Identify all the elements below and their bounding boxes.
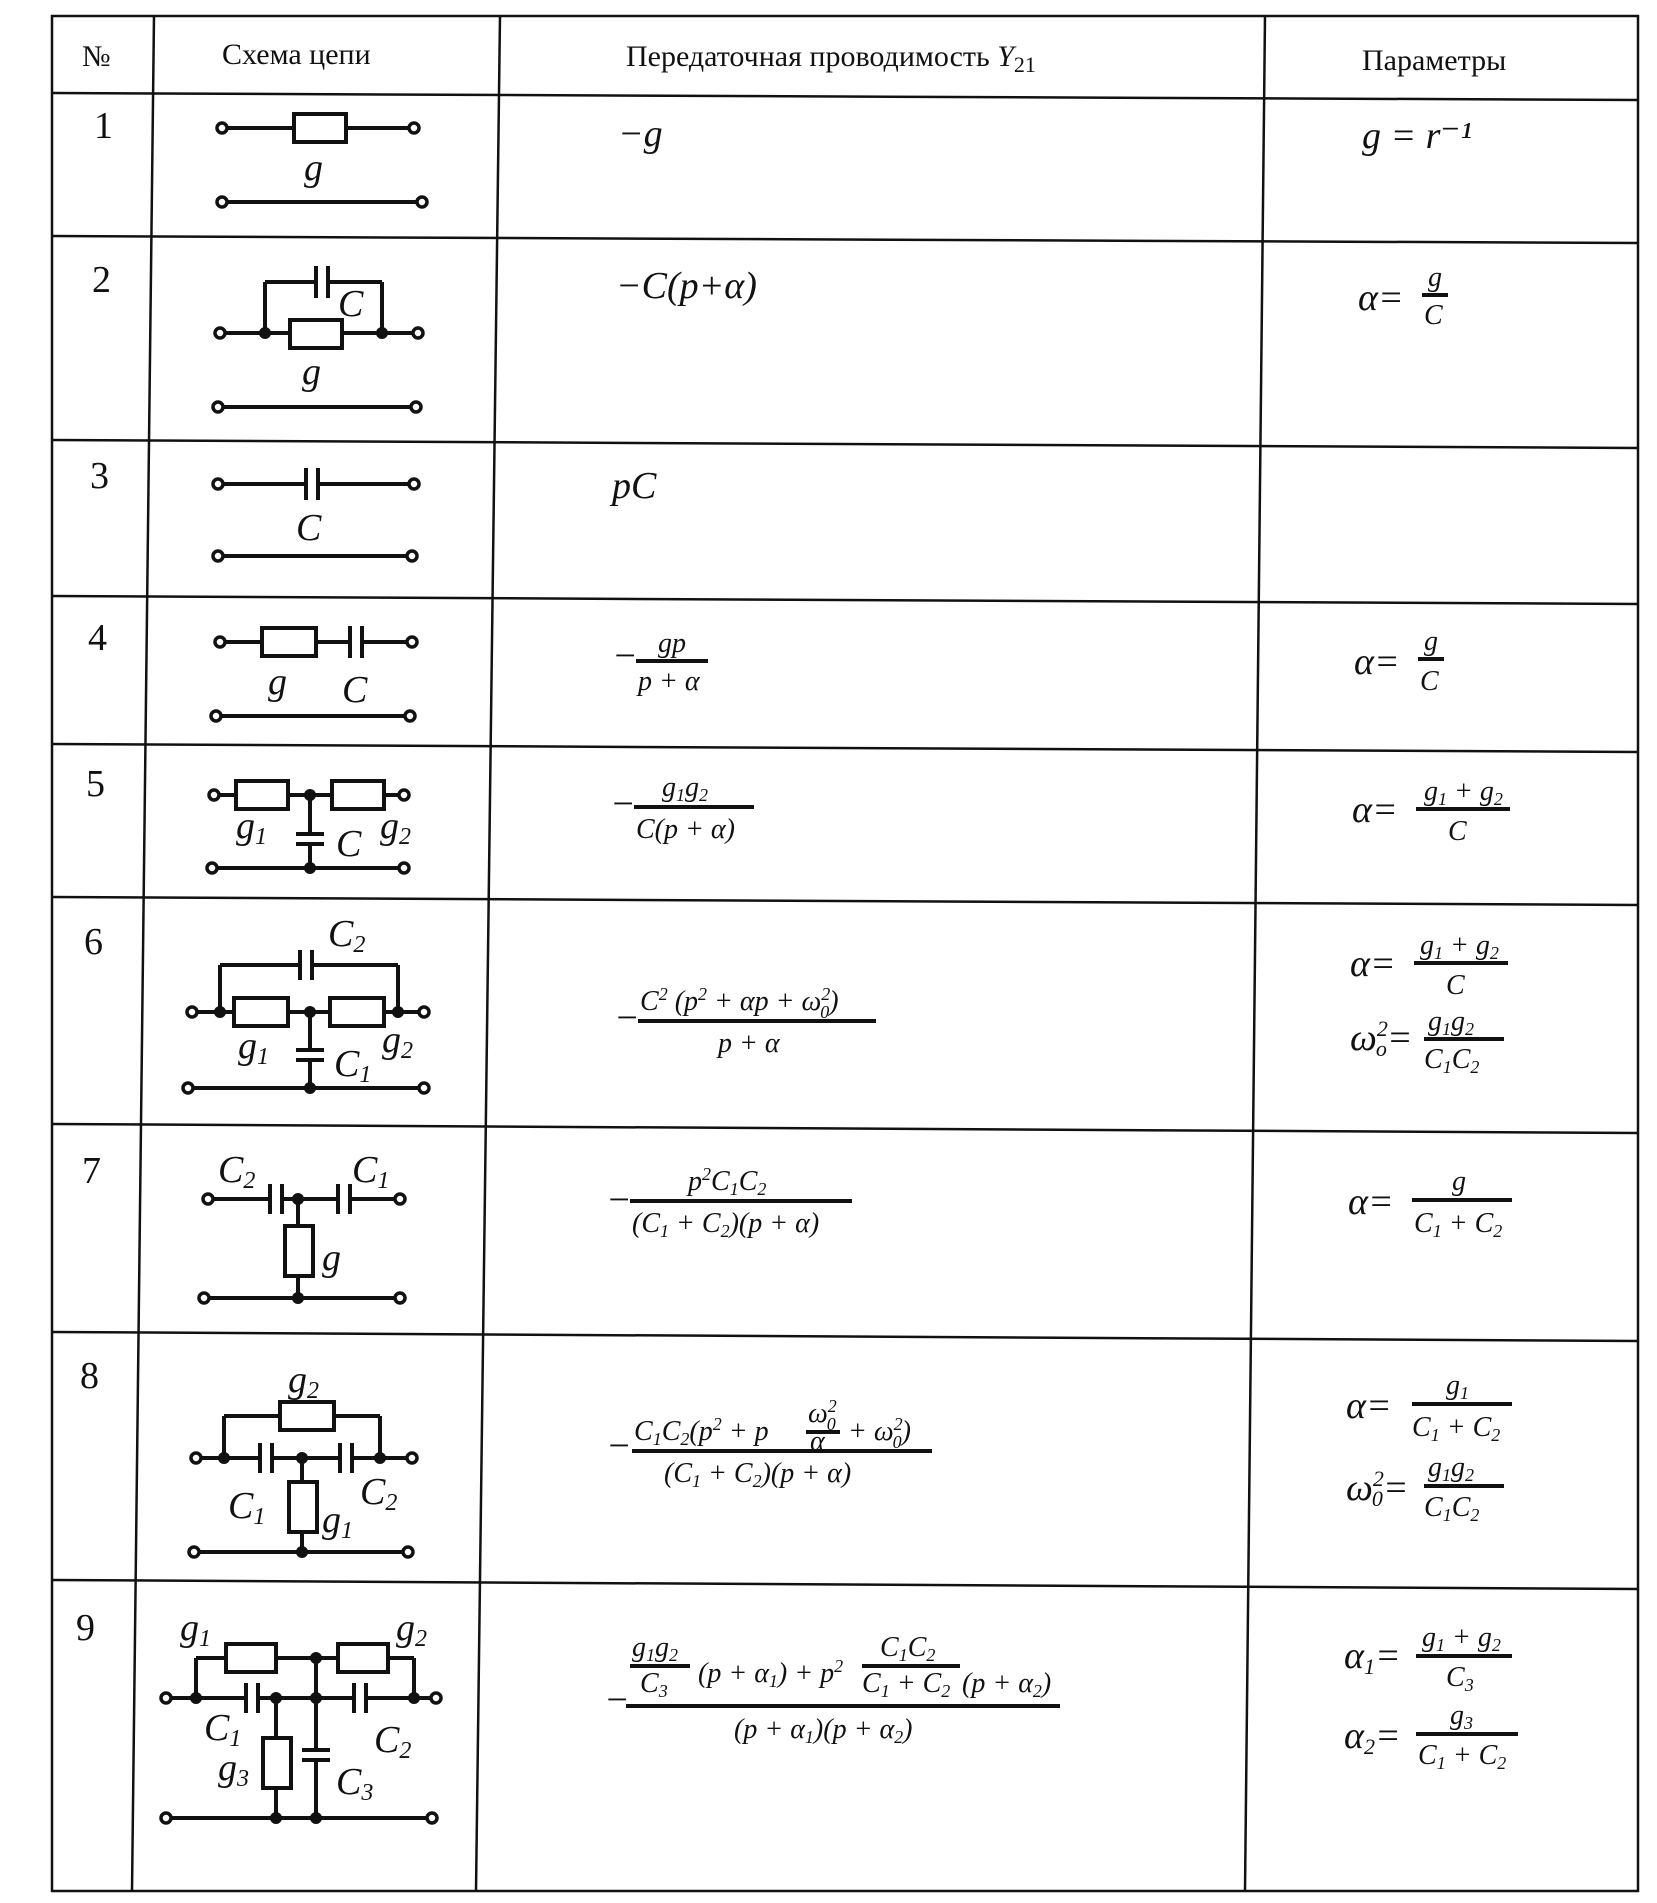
svg-text:g3: g3	[1450, 1700, 1473, 1733]
svg-text:α2=: α2=	[1344, 1715, 1401, 1759]
svg-text:ω20: $\omega^2$ 0	[808, 1396, 837, 1434]
svg-text:C2: C2	[218, 1149, 256, 1194]
circuit-diagram-9	[161, 1607, 441, 1824]
svg-text:C2: C2	[328, 913, 366, 958]
svg-text:g1: g1	[236, 805, 267, 850]
svg-text:g2: g2	[396, 1607, 427, 1652]
svg-text:C: C	[1446, 970, 1465, 1001]
svg-text:C1: C1	[334, 1043, 372, 1088]
svg-text:−: −	[606, 1179, 632, 1221]
svg-text:g1g2: g1g2	[662, 772, 708, 805]
admittance-formula-1: −g	[618, 113, 663, 155]
svg-text:g: g	[302, 351, 321, 393]
table-header	[82, 38, 1506, 77]
svg-text:g1 + g2: g1 + g2	[1424, 776, 1503, 809]
svg-text:C1C2: C1C2	[1424, 1044, 1480, 1077]
svg-text:(p + α1) + p2: $(p + \alpha 1) + p^2$	[698, 1656, 844, 1691]
svg-text:p + α: p + α	[718, 1028, 780, 1059]
svg-text:C1: C1	[352, 1149, 390, 1194]
param-formula-1: g = r⁻¹	[1362, 115, 1472, 157]
row-number: 1	[94, 105, 113, 147]
svg-text:C1C2: C1C2	[880, 1632, 936, 1665]
svg-text:−: −	[606, 1425, 632, 1467]
svg-text:g1: g1	[1446, 1370, 1469, 1403]
svg-text:g1: g1	[238, 1025, 269, 1070]
svg-text:g: g	[1424, 626, 1438, 657]
svg-text:α=: α=	[1358, 277, 1404, 319]
admittance-formula-8	[606, 1396, 932, 1491]
circuit-diagram-4	[211, 626, 417, 721]
svg-text:g: g	[268, 661, 287, 703]
svg-text:C1 + C2: C1 + C2	[1414, 1208, 1503, 1241]
svg-text:C1 + C2: C1 + C2	[1412, 1412, 1501, 1445]
svg-text:C: C	[342, 669, 368, 711]
svg-text:ω2o=: $\omega^2$ o=	[1350, 1016, 1413, 1061]
svg-text:α=: α=	[1354, 641, 1400, 683]
svg-text:−: −	[614, 997, 640, 1039]
svg-text:−: −	[604, 1679, 630, 1721]
admittance-formula-7	[606, 1164, 852, 1241]
svg-text:g1 + g2: g1 + g2	[1422, 1622, 1501, 1655]
param-formula-2	[1358, 262, 1448, 331]
svg-text:(C1 + C2)(p + α): (C1 + C2)(p + α)	[632, 1208, 820, 1241]
svg-text:C: C	[1424, 300, 1443, 331]
param-formula-5	[1352, 776, 1510, 847]
header-admittance: Передаточная проводимость $Y_{21}$	[626, 40, 1036, 77]
svg-text:+ ω20): + $\omega^2$ 0)	[848, 1414, 911, 1452]
svg-text:(C1 + C2)(p + α): (C1 + C2)(p + α)	[664, 1458, 852, 1491]
svg-text:α: α	[810, 1426, 825, 1457]
row-number: 2	[92, 259, 111, 301]
svg-text:C3: C3	[1446, 1662, 1474, 1695]
header-params: Параметры	[1362, 44, 1507, 77]
row-number: 6	[84, 921, 103, 963]
svg-text:g2: g2	[288, 1359, 319, 1404]
svg-text:α=: α=	[1348, 1181, 1394, 1223]
svg-text:C: C	[336, 823, 362, 865]
circuit-diagram-6	[183, 913, 429, 1094]
svg-text:p2C1C2: $p^2C1C2$	[688, 1164, 767, 1199]
svg-text:g2: g2	[380, 805, 411, 850]
admittance-formula-4	[612, 628, 708, 697]
row-number: 7	[82, 1150, 101, 1192]
svg-text:C: C	[1448, 816, 1467, 847]
admittance-formula-5	[610, 772, 754, 845]
svg-text:p + α: p + α	[638, 666, 700, 697]
row-number: 9	[76, 1607, 95, 1649]
admittance-formula-9	[604, 1632, 1060, 1747]
svg-text:g3: g3	[218, 1747, 249, 1792]
svg-text:g2: g2	[382, 1019, 413, 1064]
svg-text:C2: C2	[360, 1471, 398, 1516]
svg-text:C3: C3	[336, 1761, 374, 1806]
circuit-diagram-1	[217, 114, 427, 207]
circuit-diagram-2	[213, 266, 423, 412]
svg-text:C3: C3	[640, 1668, 668, 1701]
param-formula-7	[1348, 1166, 1512, 1241]
param-formula-9	[1344, 1622, 1518, 1773]
svg-text:C(p + α): C(p + α)	[636, 814, 735, 845]
svg-text:g: g	[322, 1237, 341, 1279]
svg-text:(p + α2): (p + α2)	[962, 1668, 1052, 1701]
svg-text:C2: C2	[374, 1719, 412, 1764]
svg-text:C: C	[1420, 666, 1439, 697]
svg-text:gp: gp	[658, 628, 686, 659]
svg-text:C1: C1	[204, 1707, 242, 1752]
svg-text:g: g	[1428, 262, 1442, 293]
svg-text:g: g	[304, 147, 323, 189]
svg-text:C2 (p2 + αp + ω20): $C^2$ ($p^2 + \alpha p + \omega^2$ 0)	[640, 984, 839, 1022]
svg-text:α=: α=	[1350, 943, 1396, 985]
param-formula-4	[1354, 626, 1444, 697]
row-number: 3	[90, 455, 109, 497]
circuit-diagram-3	[213, 468, 419, 561]
admittance-formula-6	[614, 984, 876, 1059]
header-scheme: Схема цепи	[222, 38, 371, 71]
svg-text:C1 + C2: C1 + C2	[1418, 1740, 1507, 1773]
circuit-diagram-7	[199, 1149, 405, 1304]
row-numbers	[76, 105, 113, 1649]
header-number: №	[82, 40, 111, 73]
svg-text:g: g	[1452, 1166, 1466, 1197]
svg-text:α=: α=	[1346, 1385, 1392, 1427]
svg-text:g1 + g2: g1 + g2	[1420, 930, 1499, 963]
svg-text:−: −	[612, 635, 638, 677]
circuit-diagram-5	[207, 781, 411, 874]
svg-text:g1: g1	[180, 1607, 211, 1652]
svg-text:C1C2: C1C2	[1424, 1492, 1480, 1525]
svg-text:C1 + C2: C1 + C2	[862, 1668, 951, 1701]
admittance-formula-3: pC	[612, 465, 657, 507]
svg-text:C: C	[296, 507, 322, 549]
param-formula-6	[1350, 930, 1508, 1077]
circuit-diagram-8	[189, 1359, 417, 1558]
row-number: 5	[86, 763, 105, 805]
row-number: 8	[80, 1355, 99, 1397]
row-number: 4	[88, 617, 107, 659]
svg-text:α=: α=	[1352, 789, 1398, 831]
svg-text:C1C2(p2 + p: $C1C2(p^2 + p$	[634, 1414, 769, 1449]
svg-text:g1g2: g1g2	[1428, 1452, 1474, 1485]
svg-text:(p + α1)(p + α2): (p + α1)(p + α2)	[734, 1714, 913, 1747]
svg-text:−: −	[610, 783, 636, 825]
param-formula-8	[1346, 1370, 1512, 1525]
svg-text:C1: C1	[228, 1485, 266, 1530]
svg-text:C: C	[338, 283, 364, 325]
svg-text:g1: g1	[322, 1499, 353, 1544]
svg-text:α1=: α1=	[1344, 1635, 1401, 1679]
svg-text:g1g2: g1g2	[1428, 1006, 1474, 1039]
svg-text:g1g2: g1g2	[632, 1632, 678, 1665]
svg-text:ω20=: $\omega^2$ 0=	[1346, 1466, 1409, 1511]
admittance-formula-2: −C(p+α)	[616, 265, 757, 307]
